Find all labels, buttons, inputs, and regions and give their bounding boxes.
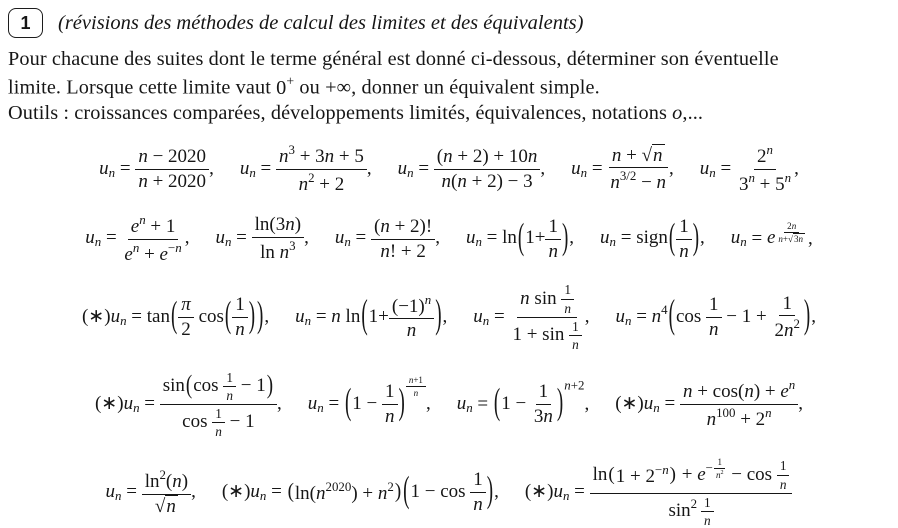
formula-item: un = $\frac{\ln^2(n)}{√n}$ , bbox=[105, 466, 196, 517]
formula-row bbox=[8, 370, 890, 440]
formula-row bbox=[8, 143, 890, 196]
formula-item: un = $\frac{2^n}{3^n + 5^n}$ , bbox=[699, 142, 799, 195]
formula-item: (∗)un = $\frac{n + \cos(n) + e^n}{n^{100} + 2^n}$ , bbox=[615, 377, 803, 431]
formula-item: un = e $^{\frac{2n}{n+√3n}}$ , bbox=[730, 220, 813, 250]
formula-item: (∗)un = tan ( $\frac{\pi}{2}$ cos ( $\frac{1}{n}$ ) ) , bbox=[81, 294, 270, 340]
formula-item: (∗)un = ( $\ln(n^{2020}) + n^2$ ) ( 1 − cos $\frac{1}{n}$ ) , bbox=[221, 469, 499, 516]
formula-item: un = $\frac{(n + 2) + 10n}{n(n + 2) - 3}$ , bbox=[397, 146, 546, 192]
formula-item: un = sign ( $\frac{1}{n}$ ) , bbox=[600, 215, 705, 262]
intro-line: limite. Lorsque cette limite vaut 0+ ou +∞, donner un équivalent simple. bbox=[8, 73, 600, 99]
formula-item: un = n sin $\frac{1}{n}$ 1 + sin $\frac{1}{n}$ , bbox=[473, 282, 590, 353]
formula-item: un = $\frac{(n + 2)!}{n! + 2}$ , bbox=[334, 215, 440, 262]
exercise-number: 1 bbox=[20, 12, 31, 33]
formula-item: un = $\frac{n + √n}{n^{3/2} - n}$ , bbox=[571, 144, 674, 194]
exercise-header bbox=[8, 8, 890, 38]
exercise-subtitle: (révisions des méthodes de calcul des limites et des équivalents) bbox=[58, 11, 584, 34]
formula-item: un = $n^4$ ( cos $\frac{1}{n}$ − 1 + $\frac{1}{2n^2}$ ) , bbox=[615, 292, 816, 342]
intro-line: Outils : croissances comparées, développements limités, équivalences, notations o,... bbox=[8, 101, 704, 124]
intro-paragraph bbox=[8, 47, 890, 126]
formula-item: (∗)un = ln ( $1 + 2^{-n}$ ) + $e^{- \frac{1}{n^2}}$ − cos $\frac{1}{n}$ $\sin^2$ $\frac{1}{n}$ bbox=[525, 457, 793, 528]
formula-row bbox=[8, 282, 890, 352]
formula-item: un = $\frac{\ln(3n)}{\ln n^3}$ , bbox=[215, 214, 309, 264]
formula-item: un = $\frac{n^3 + 3n + 5}{n^2 + 2}$ , bbox=[239, 142, 372, 195]
formula-item: un = ln ( 1+ $\frac{1}{n}$ ) , bbox=[465, 215, 575, 262]
formula-item: un = $\frac{e^n + 1}{e^n + e^{-n}}$ , bbox=[85, 211, 190, 265]
formula-item: un = ( 1 − $\frac{1}{n}$ ) $^{\frac{n+1}{n}}$ , bbox=[307, 374, 431, 428]
formula-item: un = ( 1 − $\frac{1}{3n}$ ) $^{n+2}$, bbox=[456, 377, 590, 428]
formula-item: un = n ln ( 1+ $\frac{(-1)^n}{n}$ ) , bbox=[295, 291, 448, 342]
formula-rows bbox=[8, 143, 890, 528]
formula-item: un = $\frac{n - 2020}{n + 2020}$ , bbox=[99, 146, 214, 192]
intro-line: Pour chacune des suites dont le terme général est donné ci-dessous, déterminer son éventuelle bbox=[8, 48, 779, 70]
exercise-number-box bbox=[8, 8, 43, 38]
formula-row bbox=[8, 213, 890, 266]
formula-item: (∗)un = sin ( cos $\frac{1}{n}$ − 1 ) cos $\frac{1}{n}$ − 1 , bbox=[94, 369, 282, 440]
formula-row bbox=[8, 457, 890, 528]
